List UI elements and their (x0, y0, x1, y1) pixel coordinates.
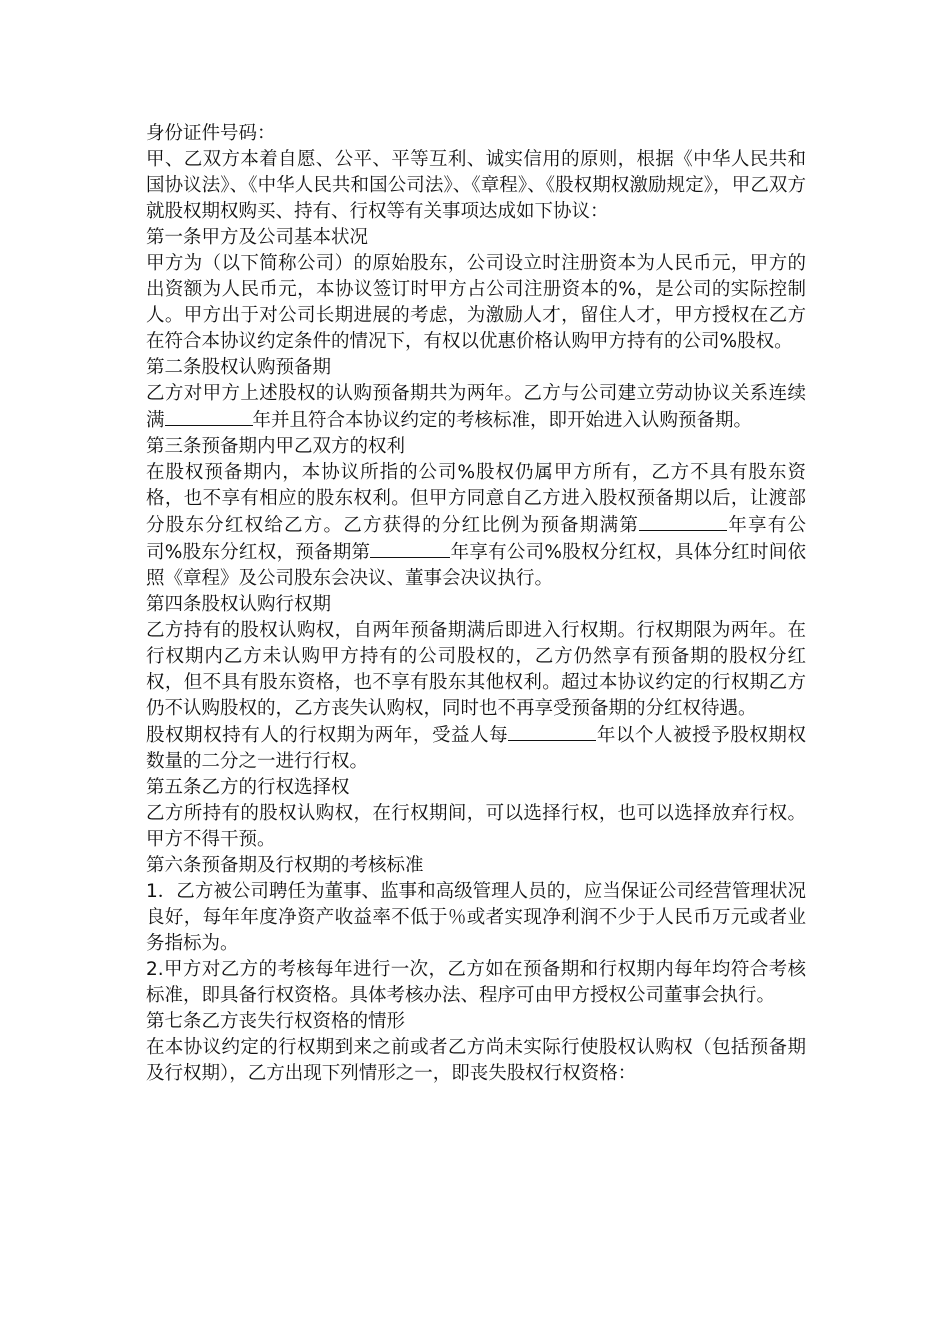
article-6-title: 第六条预备期及行权期的考核标准 (146, 855, 424, 876)
article-2-title: 第二条股权认购预备期 (146, 357, 332, 378)
article-6-item-2: 2.甲方对乙方的考核每年进行一次，乙方如在预备期和行权期内每年均符合考核标准，即具备行权资格。具体考核办法、程序可由甲方授权公司董事会执行。 (146, 959, 806, 1006)
blank-line (370, 539, 424, 558)
blank-line (639, 512, 727, 531)
blank-line (424, 539, 450, 558)
article-2-body (146, 381, 806, 434)
article-4-p2-text-b: 年以个人被授予股权期权数量的二分之一进行行权。 (146, 725, 806, 772)
article-4-title: 第四条股权认购行权期 (146, 594, 332, 615)
article-4-paragraph-2 (146, 722, 806, 775)
article-2-text-a: 乙方对甲方上述股权的认购预备期共为两年。乙方与公司建立劳动协议关系连续满 (146, 383, 806, 431)
article-3-text-a: 在股权预备期内，本协议所指的公司%股权仍属甲方所有，乙方不具有股东资格，也不享有相应的股东权利。但甲方同意自乙方进入股权预备期以后，让渡部分股东分红权给乙方。乙方获得的分红比例为预备期满第 (146, 462, 806, 536)
article-3-title: 第三条预备期内甲乙双方的权利 (146, 436, 406, 457)
intro-paragraph: 甲、乙双方本着自愿、公平、平等互利、诚实信用的原则，根据《中华人民共和国协议法》、《中华人民共和国公司法》、《章程》、《股权期权激励规定》，甲乙双方就股权期权购买、持有、行权等有关事项达成如下协议： (146, 149, 806, 222)
article-2-text-b: 年并且符合本协议约定的考核标准，即开始进入认购预备期。 (252, 410, 753, 431)
article-5-title: 第五条乙方的行权选择权 (146, 777, 350, 798)
id-number-label: 身份证件号码： (146, 123, 276, 144)
article-4-p2-text-a: 股权期权持有人的行权期为两年，受益人每 (146, 725, 509, 746)
article-1-title: 第一条甲方及公司基本状况 (146, 227, 369, 248)
blank-line (508, 722, 596, 741)
article-4-body: 乙方持有的股权认购权，自两年预备期满后即进入行权期。行权期限为两年。在行权期内乙方未认购甲方持有的公司股权的，乙方仍然享有预备期的股权分红权，但不具有股东资格，也不享有股东其他权利。超过本协议约定的行权期乙方仍不认购股权的，乙方丧失认购权，同时也不再享受预备期的分红权待遇。 (146, 620, 806, 719)
article-1-body: 甲方为（以下简称公司）的原始股东，公司设立时注册资本为人民币元，甲方的出资额为人民币元，本协议签订时甲方占公司注册资本的%，是公司的实际控制人。甲方出于对公司长期进展的考虑，为激励人才，留住人才，甲方授权在乙方在符合本协议约定条件的情况下，有权以优惠价格认购甲方持有的公司%股权。 (146, 253, 806, 352)
document-page (146, 121, 806, 1087)
article-5-body: 乙方所持有的股权认购权，在行权期间，可以选择行权，也可以选择放弃行权。甲方不得干预。 (146, 803, 806, 850)
article-3-text-c: 年享有公司%股权分红权，具体分红时间依照《章程》及公司股东会决议、董事会决议执行。 (146, 542, 806, 589)
article-3-text-b: 年享有公司%股东分红权，预备期第 (146, 515, 806, 563)
article-7-title: 第七条乙方丧失行权资格的情形 (146, 1011, 406, 1032)
article-7-body: 在本协议约定的行权期到来之前或者乙方尚未实际行使股权认购权（包括预备期及行权期），乙方出现下列情形之一，即丧失股权行权资格： (146, 1037, 806, 1084)
blank-line (165, 407, 253, 426)
article-3-body (146, 460, 806, 592)
article-6-item-1: 1．乙方被公司聘任为董事、监事和高级管理人员的，应当保证公司经营管理状况良好，每年年度净资产收益率不低于％或者实现净利润不少于人民币万元或者业务指标为。 (146, 881, 806, 954)
